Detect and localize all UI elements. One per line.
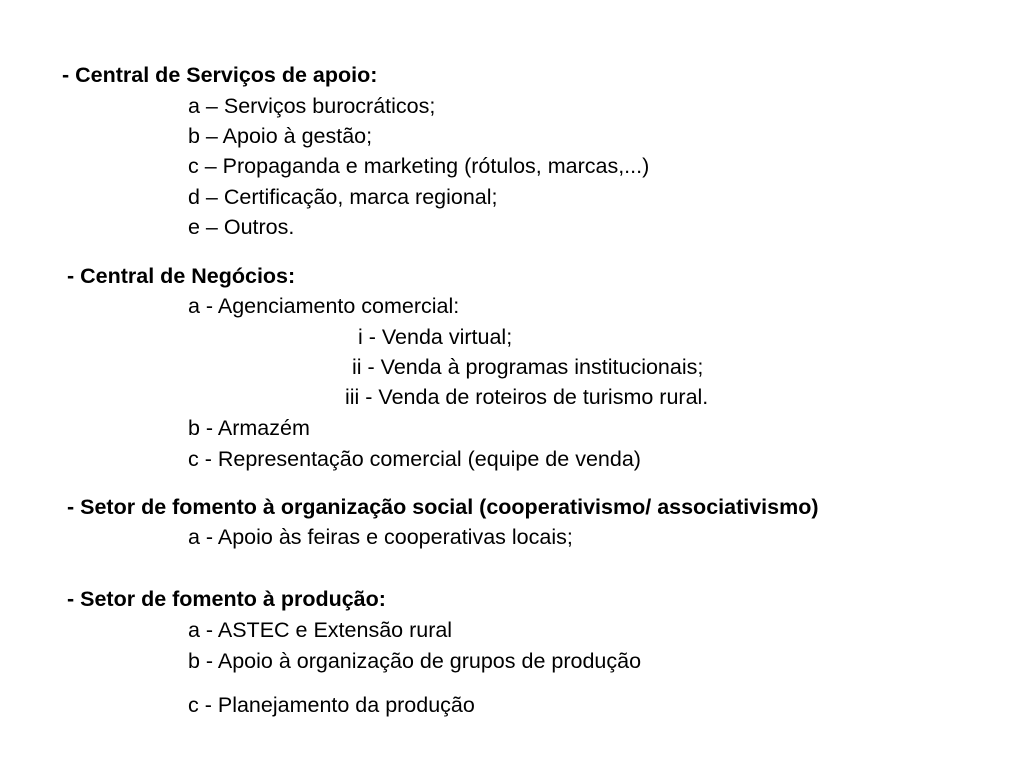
- list-item: c - Representação comercial (equipe de venda): [188, 447, 641, 471]
- list-item: c - Planejamento da produção: [188, 693, 475, 717]
- sub-list-item: iii - Venda de roteiros de turismo rural.: [345, 385, 709, 409]
- list-item: e – Outros.: [188, 215, 295, 239]
- sub-list-item: i - Venda virtual;: [358, 325, 513, 349]
- list-item: b - Apoio à organização de grupos de produção: [188, 649, 642, 673]
- section-heading-fomento-producao: - Setor de fomento à produção:: [67, 587, 386, 611]
- section-heading-fomento-organizacao: - Setor de fomento à organização social (cooperativismo/ associativismo): [67, 495, 819, 519]
- list-item: a - Apoio às feiras e cooperativas locais;: [188, 525, 573, 549]
- list-item: c – Propaganda e marketing (rótulos, marcas,...): [188, 154, 650, 178]
- list-item: b – Apoio à gestão;: [188, 124, 373, 148]
- sub-list-item: ii - Venda à programas institucionais;: [352, 355, 704, 379]
- section-heading-servicos-apoio: - Central de Serviços de apoio:: [62, 63, 378, 87]
- list-item: a – Serviços burocráticos;: [188, 94, 436, 118]
- list-item: a - ASTEC e Extensão rural: [188, 618, 453, 642]
- section-heading-central-negocios: - Central de Negócios:: [67, 264, 296, 288]
- list-item: d – Certificação, marca regional;: [188, 185, 498, 209]
- list-item: a - Agenciamento comercial:: [188, 294, 460, 318]
- list-item: b - Armazém: [188, 416, 310, 440]
